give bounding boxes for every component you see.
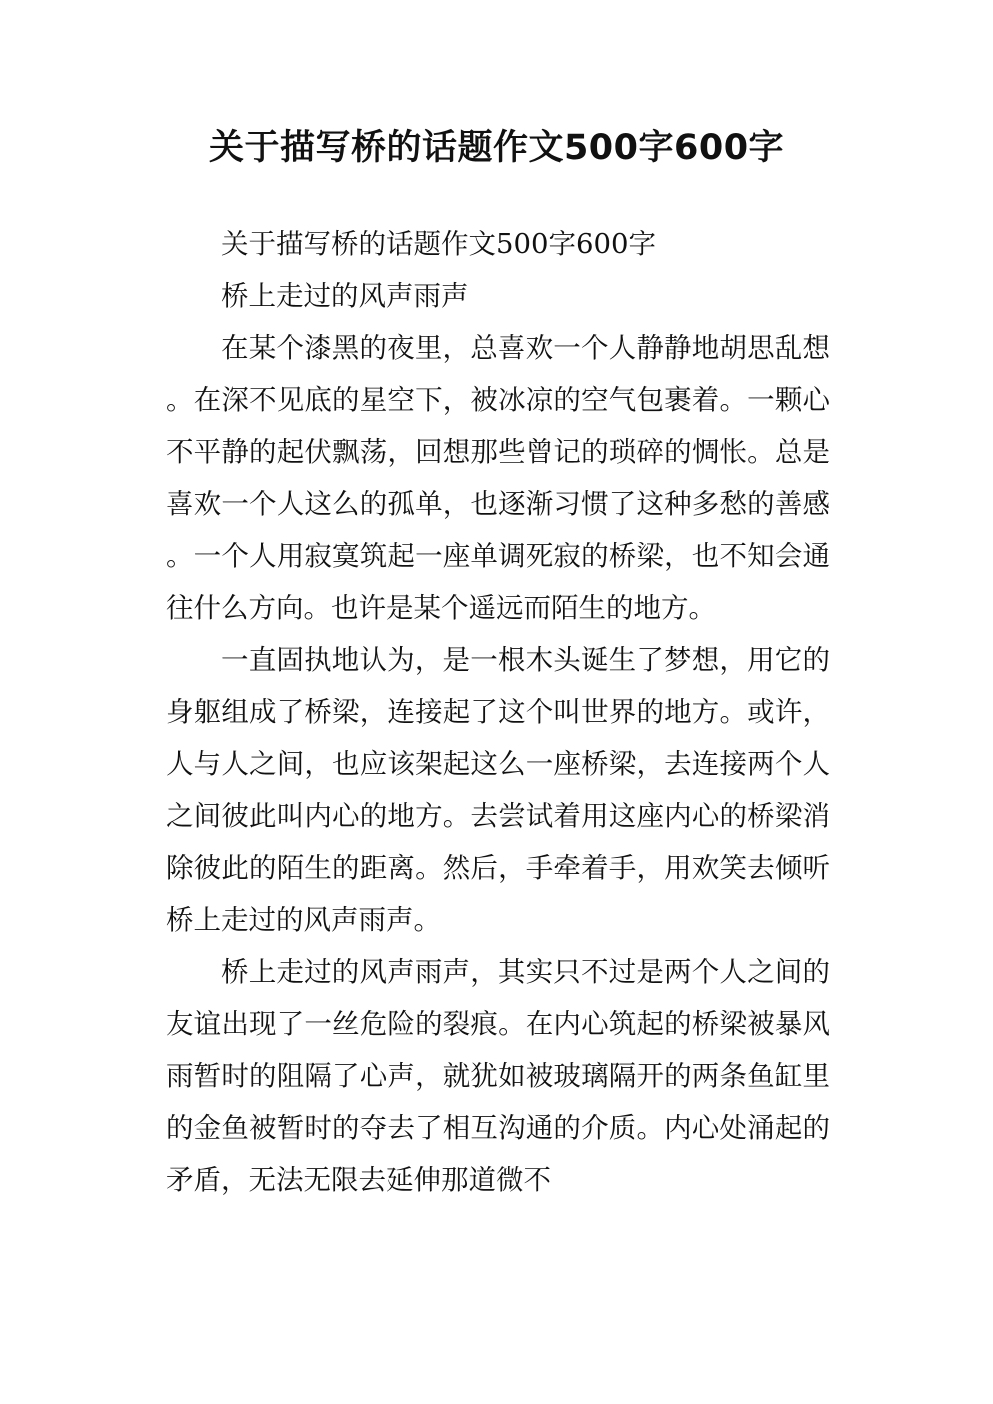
- essay-heading: 桥上走过的风声雨声: [221, 280, 469, 312]
- document-title: 关于描写桥的话题作文500字600字: [208, 128, 785, 168]
- subtitle-line: 关于描写桥的话题作文500字600字: [221, 228, 656, 260]
- document-body: [166, 218, 830, 1206]
- paragraph: 在某个漆黑的夜里，总喜欢一个人静静地胡思乱想。在深不见底的星空下，被冰凉的空气包裹着。一颗心不平静的起伏飘荡，回想那些曾记的琐碎的惆怅。总是喜欢一个人这么的孤单，也逐渐习惯了这种多愁的善感。一个人用寂寞筑起一座单调死寂的桥梁，也不知会通往什么方向。也许是某个遥远而陌生的地方。: [166, 332, 830, 624]
- paragraph: 一直固执地认为，是一根木头诞生了梦想，用它的身躯组成了桥梁，连接起了这个叫世界的地方。或许，人与人之间，也应该架起这么一座桥梁，去连接两个人之间彼此叫内心的地方。去尝试着用这座内心的桥梁消除彼此的陌生的距离。然后，手牵着手，用欢笑去倾听桥上走过的风声雨声。: [166, 644, 830, 936]
- paragraph: 桥上走过的风声雨声，其实只不过是两个人之间的友谊出现了一丝危险的裂痕。在内心筑起的桥梁被暴风雨暂时的阻隔了心声，就犹如被玻璃隔开的两条鱼缸里的金鱼被暂时的夺去了相互沟通的介质。内心处涌起的矛盾，无法无限去延伸那道微不: [166, 956, 830, 1196]
